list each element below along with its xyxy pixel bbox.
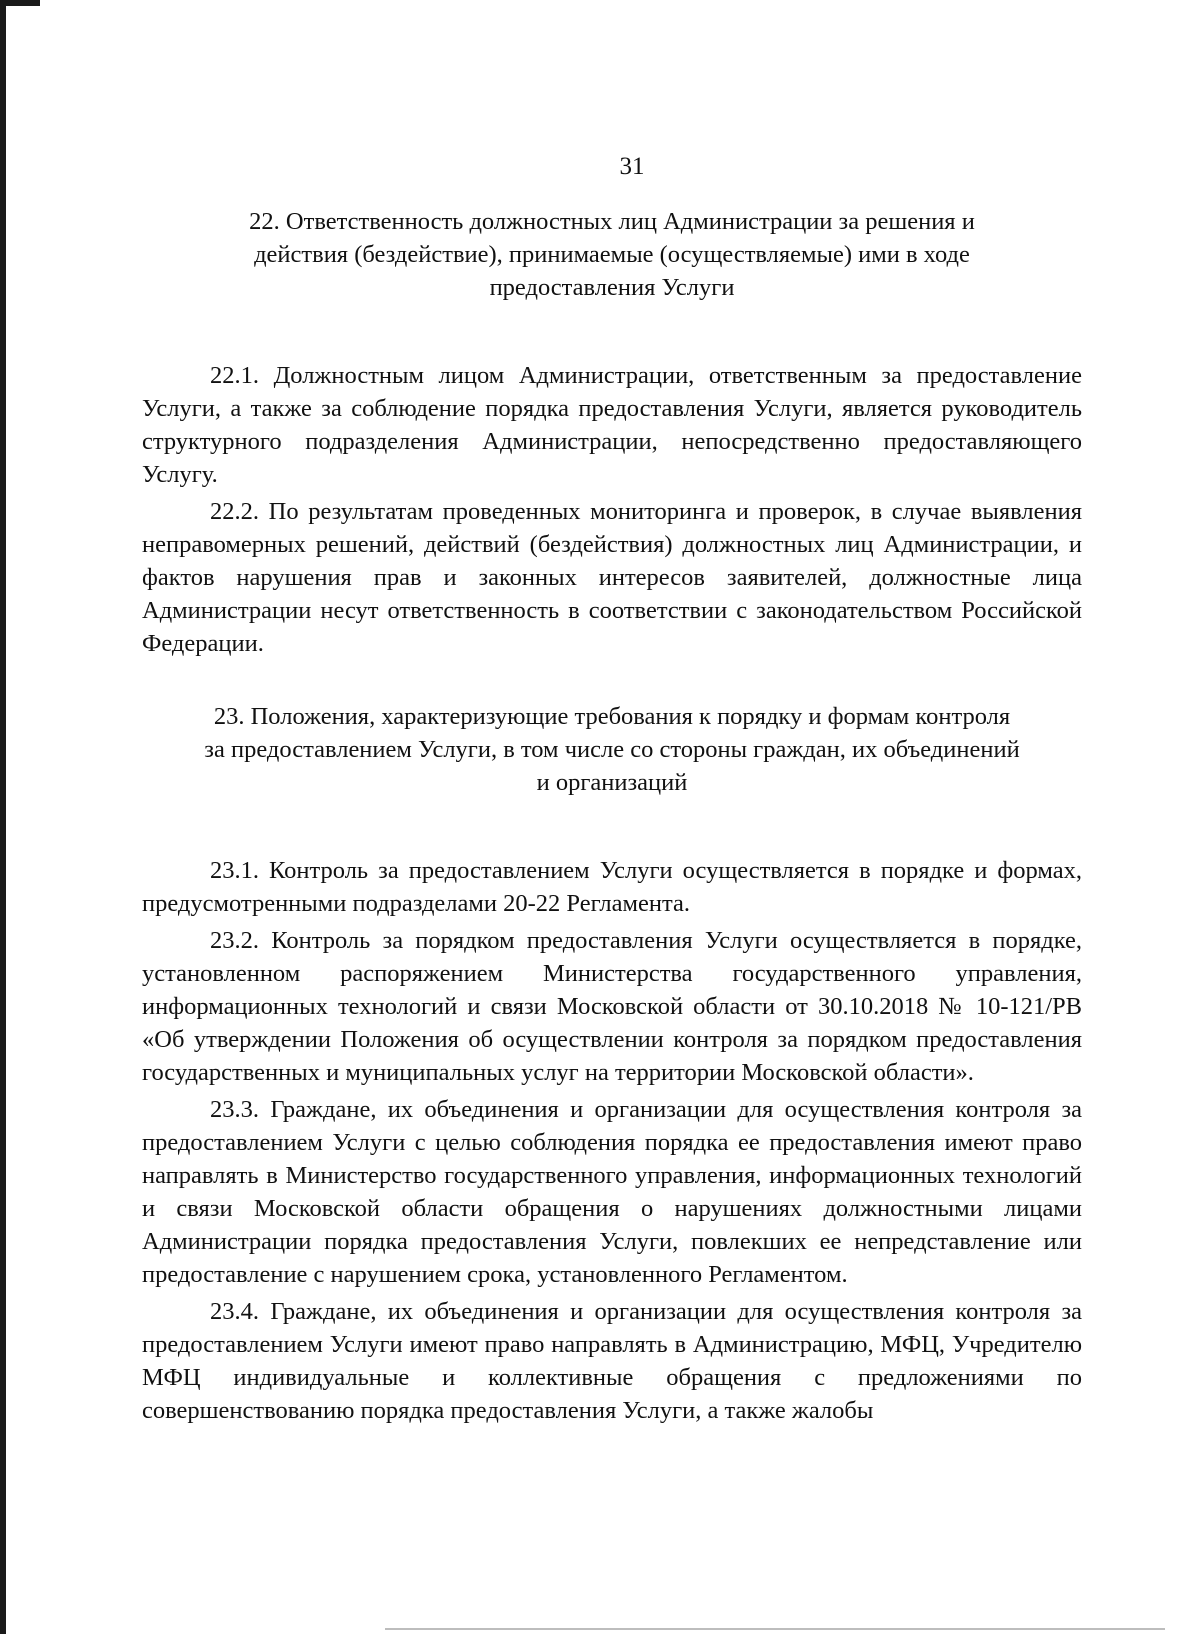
heading-line: 22. Ответственность должностных лиц Администрации за решения и [249, 208, 975, 235]
paragraph-22-1: 22.1. Должностным лицом Администрации, ответственным за предоставление Услуги, а также за соблюдение порядка предоставления Услуги, является руководитель структурного подразделения Администрации, непосредственно предоставляющего Услугу. [142, 362, 1082, 488]
heading-line: действия (бездействие), принимаемые (осуществляемые) ими в ходе [254, 241, 970, 268]
paragraph-22-2: 22.2. По результатам проведенных мониторинга и проверок, в случае выявления неправомерных решений, действий (бездействия) должностных лиц Администрации, и фактов нарушения прав и законных интересов заявителей, должностные лица Администрации несут ответственность в соответствии с законодательством Российской Федерации. [142, 498, 1082, 657]
heading-line: 23. Положения, характеризующие требования к порядку и формам контроля [213, 703, 1011, 730]
heading-line: и организаций [536, 769, 688, 796]
scan-border-bottom [385, 1628, 1165, 1630]
paragraph-23-2: 23.2. Контроль за порядком предоставления Услуги осуществляется в порядке, установленном распоряжением Министерства государственного управления, информационных технологий и связи Московской области от 30.10.2018 № 10-121/РВ «Об утверждении Положения об осуществлении контроля за порядком предоставления государственных и муниципальных услуг на территории Московской области». [142, 927, 1082, 1086]
paragraph-23-4: 23.4. Граждане, их объединения и организации для осуществления контроля за предоставлением Услуги имеют право направлять в Администрацию, МФЦ, Учредителю МФЦ индивидуальные и коллективные обращения с предложениями по совершенствованию порядка предоставления Услуги, а также жалобы [142, 1298, 1082, 1424]
scan-border-left [0, 0, 6, 1634]
section-22-heading [142, 205, 1082, 304]
section-23-heading [142, 700, 1082, 799]
heading-line: за предоставлением Услуги, в том числе со стороны граждан, их объединений [204, 736, 1020, 763]
paragraph-23-3: 23.3. Граждане, их объединения и организации для осуществления контроля за предоставлением Услуги с целью соблюдения порядка ее предоставления имеют право направлять в Министерство государственного управления, информационных технологий и связи Московской области обращения о нарушениях должностными лицами Администрации порядка предоставления Услуги, повлекших ее непредставление или предоставление с нарушением срока, установленного Регламентом. [142, 1096, 1082, 1288]
heading-line: предоставления Услуги [489, 274, 735, 301]
paragraph-23-1: 23.1. Контроль за предоставлением Услуги осуществляется в порядке и формах, предусмотренными подразделами 20-22 Регламента. [142, 857, 1082, 917]
page-number: 31 [619, 153, 645, 180]
document-page [142, 150, 1082, 1427]
scan-border-top [0, 0, 40, 6]
section-spacer [142, 660, 1082, 700]
